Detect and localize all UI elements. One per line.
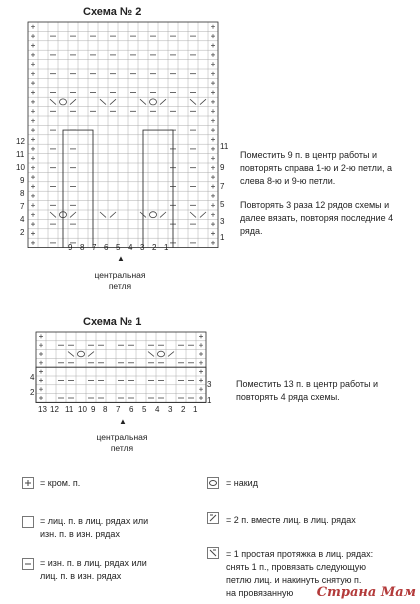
legend-yarnover-label: = накид: [226, 478, 258, 488]
legend-line: снять 1 п., провязать следующую: [226, 562, 367, 572]
row-number: 3: [220, 217, 225, 226]
column-number: 6: [104, 243, 109, 252]
yarnover-icon: [78, 351, 85, 357]
legend-line: = лиц. п. в лиц. рядах или: [40, 516, 149, 526]
column-number: 13: [38, 405, 47, 414]
k2tog-icon: [110, 212, 116, 217]
legend-k2tog-label: = 2 п. вместе лиц. в лиц. рядах: [226, 515, 356, 525]
edge-stitch-icon: [211, 62, 215, 66]
legend-line: петлю лиц. и накинуть снятую п.: [226, 575, 362, 585]
edge-stitch-icon: [199, 370, 203, 374]
row-number: 4: [30, 373, 35, 382]
scheme-1-chart: [36, 332, 206, 408]
caption-line: центральная: [94, 270, 146, 280]
edge-stitch-icon: [31, 109, 35, 113]
edge-stitch-icon: [211, 72, 215, 76]
caption-line: петля: [110, 443, 134, 453]
edge-stitch-icon: [39, 361, 43, 365]
knit-stitch-icon: [22, 516, 34, 528]
k2tog-icon: [110, 99, 116, 104]
edge-stitch-icon: [199, 361, 203, 365]
legend-line: = изн. п. в лиц. рядах или: [40, 558, 147, 568]
edge-stitch-icon: [31, 62, 35, 66]
row-number: 9: [20, 176, 25, 185]
scheme-1-caption: [82, 432, 162, 454]
edge-stitch-icon: [31, 222, 35, 226]
edge-stitch-icon: [31, 138, 35, 142]
caption-line: петля: [108, 281, 132, 291]
edge-stitch-icon: [199, 334, 203, 338]
column-number: 7: [92, 243, 97, 252]
row-number: 2: [30, 388, 35, 397]
skp-icon: [190, 99, 196, 104]
column-number: 9: [68, 243, 73, 252]
edge-stitch-icon: [39, 396, 43, 400]
edge-stitch-icon: [211, 203, 215, 207]
column-number: 8: [103, 405, 108, 414]
row-number: 1: [207, 396, 212, 405]
row-number: 7: [220, 182, 225, 191]
edge-stitch-icon: [211, 232, 215, 236]
column-number: 3: [140, 243, 145, 252]
edge-stitch-icon: [211, 34, 215, 38]
skp-icon: [50, 99, 56, 104]
edge-stitch-icon: [31, 156, 35, 160]
k2tog-icon: [207, 512, 219, 524]
yarnover-icon: [207, 477, 219, 489]
edge-stitch-icon: [39, 378, 43, 382]
legend-line: лиц. п. в изн. рядах: [40, 571, 122, 581]
k2tog-icon: [160, 99, 166, 104]
skp-icon: [100, 212, 106, 217]
k2tog-icon: [168, 352, 174, 357]
edge-stitch-icon: [211, 109, 215, 113]
edge-stitch-icon: [31, 166, 35, 170]
skp-icon: [100, 99, 106, 104]
edge-stitch-icon: [211, 213, 215, 217]
row-number: 7: [20, 202, 25, 211]
edge-stitch-icon: [31, 91, 35, 95]
edge-stitch-icon: [39, 343, 43, 347]
column-number: 4: [128, 243, 133, 252]
scheme-1-instruction: Поместить 13 п. в центр работы и повторять 4 ряда схемы.: [236, 379, 379, 402]
scheme-2-chart: [28, 22, 218, 250]
k2tog-icon: [70, 212, 76, 217]
k2tog-icon: [88, 352, 94, 357]
edge-stitch-icon: [211, 53, 215, 57]
k2tog-icon: [200, 212, 206, 217]
row-number: 12: [16, 137, 25, 146]
row-number: 1: [220, 233, 225, 242]
edge-stitch-icon: [211, 185, 215, 189]
k2tog-icon: [200, 99, 206, 104]
skp-icon: [50, 212, 56, 217]
edge-stitch-icon: [31, 213, 35, 217]
row-number: 11: [220, 142, 229, 151]
edge-stitch-icon: [22, 477, 34, 489]
edge-stitch-icon: [31, 81, 35, 85]
skp-icon: [148, 352, 154, 357]
central-stitch-arrow-icon: ▲: [119, 417, 127, 426]
caption-line: центральная: [96, 432, 148, 442]
edge-stitch-icon: [211, 156, 215, 160]
skp-icon: [190, 212, 196, 217]
column-number: 5: [116, 243, 121, 252]
edge-stitch-icon: [31, 119, 35, 123]
column-number: 7: [116, 405, 121, 414]
skp-icon: [207, 547, 219, 559]
column-number: 9: [91, 405, 96, 414]
column-number: 3: [168, 405, 173, 414]
edge-stitch-icon: [199, 343, 203, 347]
edge-stitch-icon: [31, 147, 35, 151]
edge-stitch-icon: [199, 378, 203, 382]
column-number: 5: [142, 405, 147, 414]
legend-line: на провязанную: [226, 588, 294, 598]
column-number: 2: [181, 405, 186, 414]
edge-stitch-icon: [211, 119, 215, 123]
edge-stitch-icon: [31, 194, 35, 198]
k2tog-icon: [160, 212, 166, 217]
edge-stitch-icon: [211, 194, 215, 198]
edge-stitch-icon: [31, 25, 35, 29]
column-number: 6: [129, 405, 134, 414]
edge-stitch-icon: [211, 91, 215, 95]
yarnover-icon: [150, 99, 157, 105]
edge-stitch-icon: [31, 241, 35, 245]
edge-stitch-icon: [39, 334, 43, 338]
row-number: 5: [220, 200, 225, 209]
column-number: 1: [164, 243, 169, 252]
purl-stitch-icon: [22, 558, 34, 570]
column-number: 10: [78, 405, 87, 414]
legend-knit-label: [40, 515, 148, 541]
skp-icon: [140, 99, 146, 104]
edge-stitch-icon: [39, 387, 43, 391]
row-number: 8: [20, 189, 25, 198]
edge-stitch-icon: [31, 203, 35, 207]
edge-stitch-icon: [199, 387, 203, 391]
row-number: 9: [220, 163, 225, 172]
edge-stitch-icon: [211, 138, 215, 142]
column-number: 2: [152, 243, 157, 252]
row-number: 4: [20, 215, 25, 224]
scheme-2-instruction-2: Повторять 3 раза 12 рядов схемы и далее вязать, повторяя последние 4 ряда.: [240, 200, 394, 236]
edge-stitch-icon: [31, 34, 35, 38]
legend-purl-label: [40, 557, 147, 583]
edge-stitch-icon: [211, 100, 215, 104]
yarnover-icon: [158, 351, 165, 357]
edge-stitch-icon: [31, 128, 35, 132]
legend-line: = 1 простая протяжка в лиц. рядах:: [226, 549, 374, 559]
edge-stitch-icon: [31, 44, 35, 48]
k2tog-icon: [70, 99, 76, 104]
edge-stitch-icon: [211, 166, 215, 170]
column-number: 1: [193, 405, 198, 414]
column-number: 4: [155, 405, 160, 414]
row-number: 10: [16, 163, 25, 172]
scheme-1-title: Схема № 1: [83, 316, 142, 328]
edge-stitch-icon: [211, 128, 215, 132]
edge-stitch-icon: [199, 352, 203, 356]
scheme-2-caption: [80, 270, 160, 292]
legend-line: изн. п. в изн. рядах: [40, 529, 120, 539]
edge-stitch-icon: [31, 72, 35, 76]
yarnover-icon: [60, 99, 67, 105]
edge-stitch-icon: [199, 396, 203, 400]
edge-stitch-icon: [31, 175, 35, 179]
edge-stitch-icon: [211, 44, 215, 48]
column-number: 12: [50, 405, 59, 414]
edge-stitch-icon: [211, 222, 215, 226]
edge-stitch-icon: [211, 81, 215, 85]
yarnover-icon: [150, 212, 157, 218]
edge-stitch-icon: [31, 100, 35, 104]
edge-stitch-icon: [211, 147, 215, 151]
column-number: 11: [65, 405, 74, 414]
edge-stitch-icon: [39, 370, 43, 374]
column-number: 8: [80, 243, 85, 252]
row-number: 2: [20, 228, 25, 237]
edge-stitch-icon: [31, 185, 35, 189]
edge-stitch-icon: [31, 53, 35, 57]
edge-stitch-icon: [39, 352, 43, 356]
edge-stitch-icon: [211, 25, 215, 29]
watermark: Страна Мам: [316, 585, 416, 600]
edge-stitch-icon: [31, 232, 35, 236]
legend-edge-label: = кром. п.: [40, 478, 81, 488]
scheme-2-instruction-1: Поместить 9 п. в центр работы и повторять справа 1-ю и 2-ю петли, а слева 8-ю и 9-ю петли.: [240, 150, 392, 186]
central-stitch-arrow-icon: ▲: [117, 254, 125, 263]
scheme-2-title: Схема № 2: [83, 6, 142, 18]
row-number: 11: [16, 150, 25, 159]
edge-stitch-icon: [211, 241, 215, 245]
edge-stitch-icon: [211, 175, 215, 179]
skp-icon: [68, 352, 74, 357]
row-number: 3: [207, 380, 212, 389]
